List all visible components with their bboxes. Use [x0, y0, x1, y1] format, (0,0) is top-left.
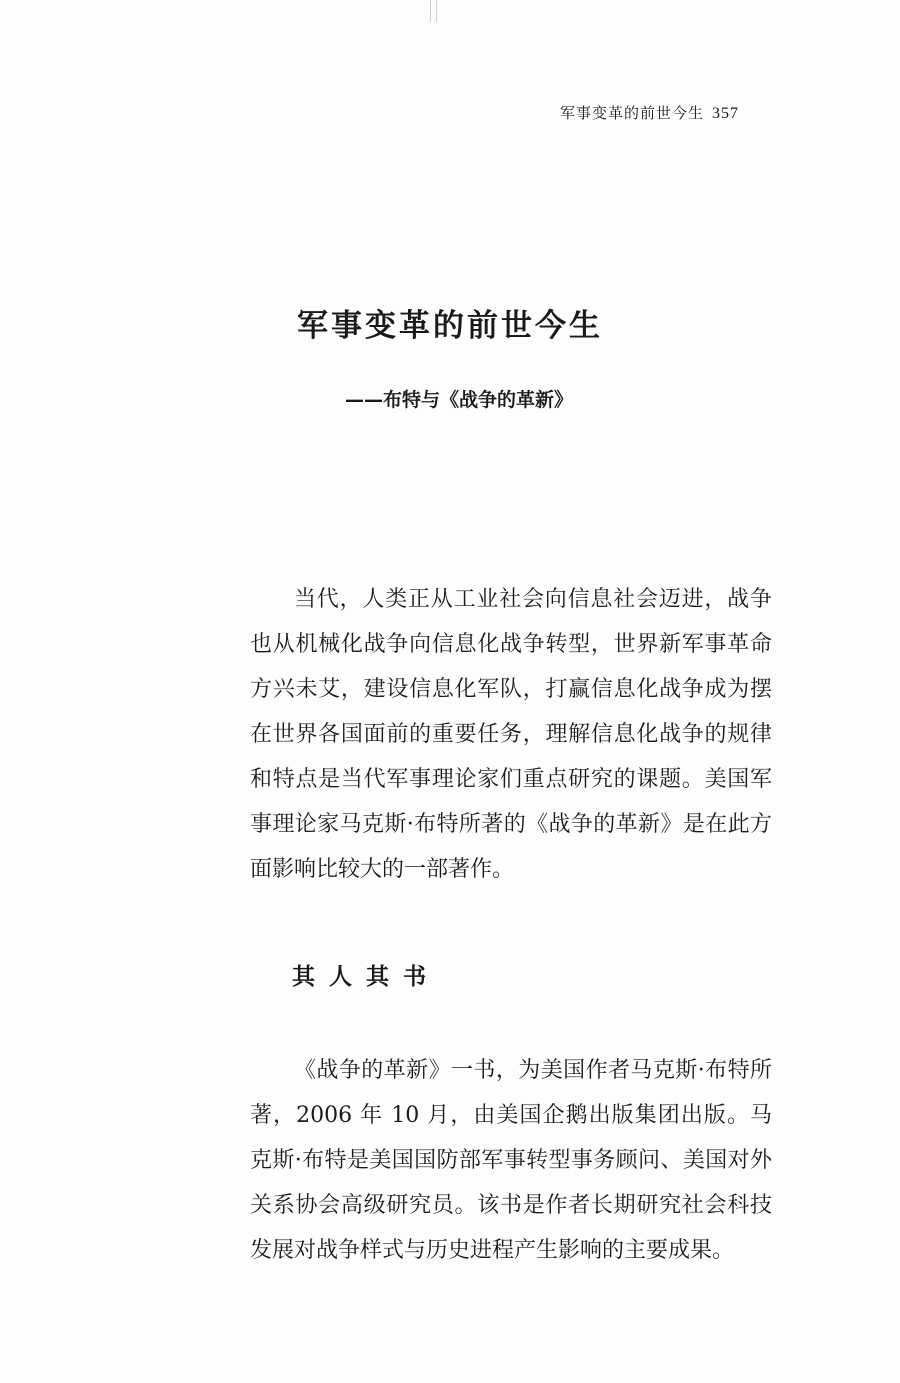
article-subtitle: ——布特与《战争的革新》	[345, 389, 574, 411]
running-header-title: 军事变革的前世今生	[560, 104, 705, 122]
intro-paragraph: 当代，人类正从工业社会向信息社会迈进，战争也从机械化战争向信息化战争转型，世界新军事革命方兴未艾，建设信息化军队，打赢信息化战争成为摆在世界各国面前的重要任务，理解信息化战争的规律和特点是当代军事理论家们重点研究的课题。美国军事理论家马克斯·布特所著的《战争的革新》是在此方面影响比较大的一部著作。	[250, 587, 772, 882]
page-number: 357	[712, 105, 740, 122]
running-header	[560, 102, 780, 123]
scan-edge-mark	[430, 0, 431, 22]
section-paragraph: 《战争的革新》一书，为美国作者马克斯·布特所著，2006 年 10 月，由美国企鹅出版集团出版。马克斯·布特是美国国防部军事转型事务顾问、美国对外关系协会高级研究员。该书是作者长期研究社会科技发展对战争样式与历史进程产生影响的主要成果。	[250, 1058, 772, 1263]
scan-edge-mark	[436, 0, 437, 22]
article-title: 军事变革的前世今生	[297, 308, 603, 344]
section-heading: 其人其书	[292, 964, 440, 990]
